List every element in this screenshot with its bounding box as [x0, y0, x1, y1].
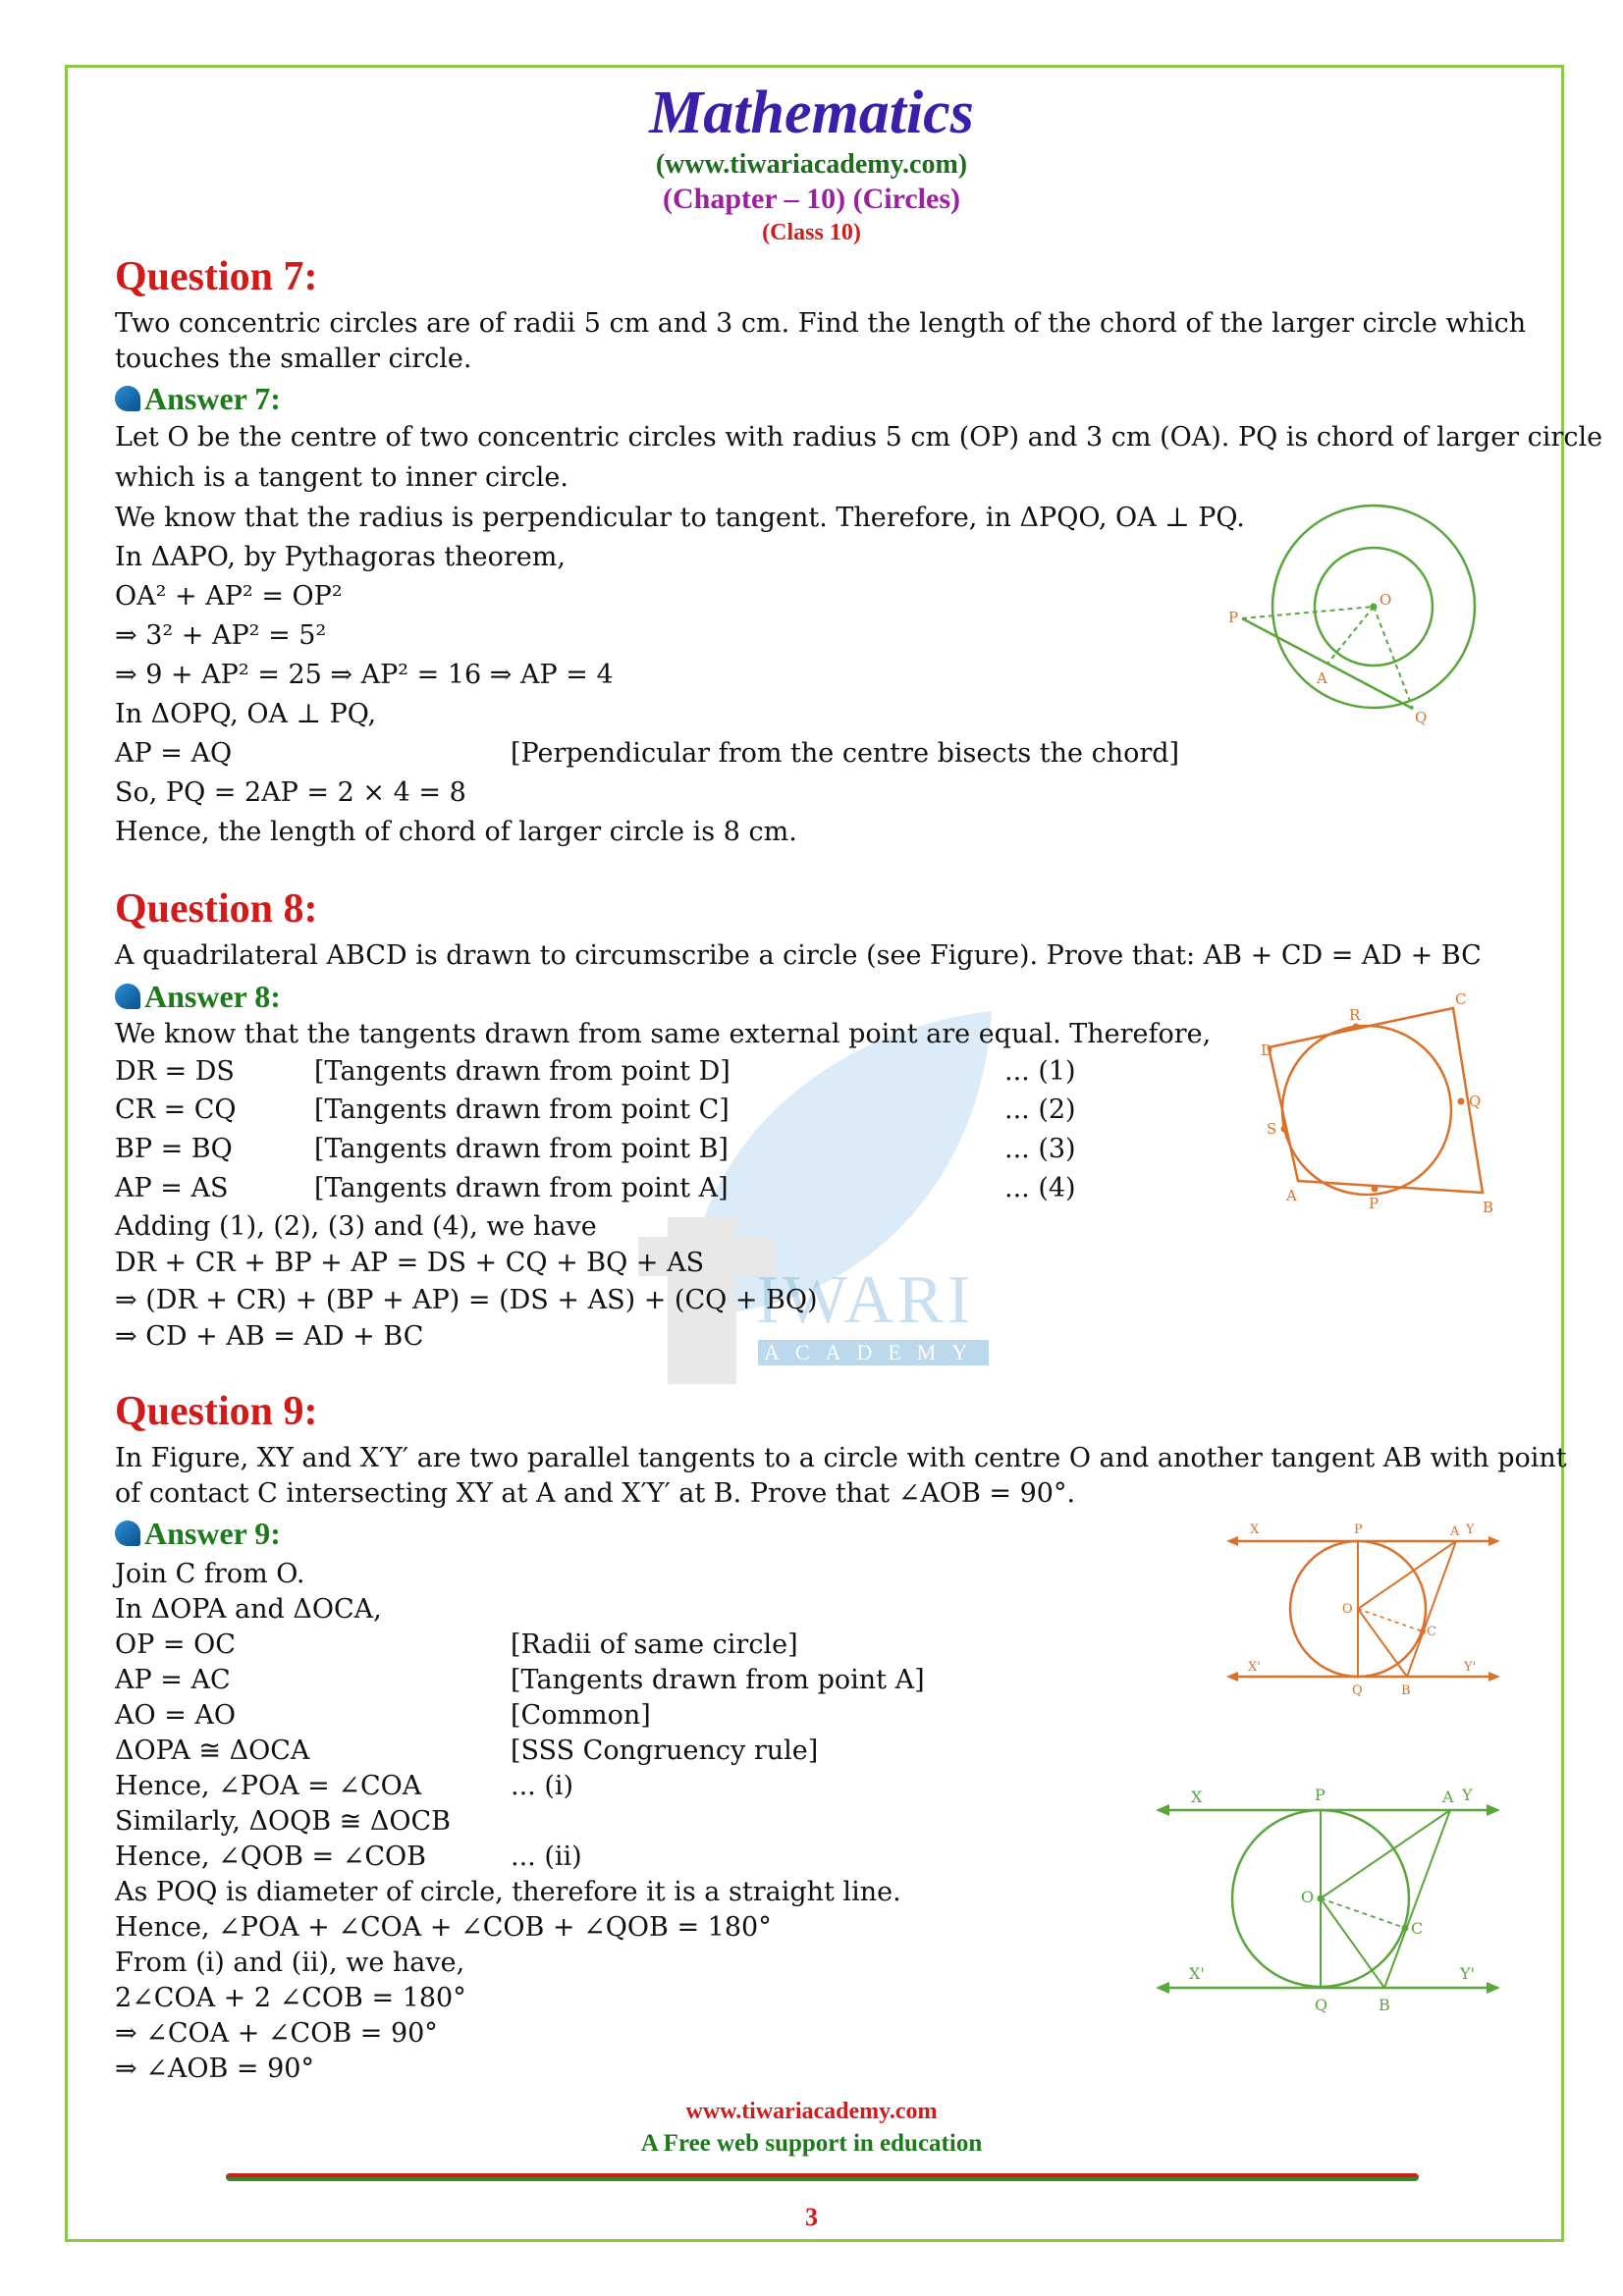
fig7-label-o: O — [1380, 591, 1392, 609]
answer-7-line: OA² + AP² = OP² — [115, 581, 343, 612]
answer-7-line: We know that the radius is perpendicular to tangent. Therefore, in ΔPQO, OA ⊥ PQ. — [115, 503, 1245, 533]
answer-8-reason: [Tangents drawn from point C] — [314, 1095, 730, 1125]
fig9s-label-a: A — [1450, 1524, 1460, 1539]
answer-9-line: In ΔOPA and ΔOCA, — [115, 1594, 382, 1625]
answer-8-heading: Answer 8: — [115, 979, 281, 1015]
answer-8-intro: We know that the tangents drawn from same external point are equal. Therefore, — [115, 1019, 1212, 1049]
fig8-label-d: D — [1261, 1041, 1273, 1059]
footer-tagline: A Free web support in education — [640, 2130, 983, 2157]
question-7-text: Two concentric circles are of radii 5 cm and 3 cm. Find the length of the chord of the larger circle which touches the smaller circle. — [115, 308, 1527, 374]
answer-8-eq: BP = BQ — [115, 1134, 233, 1164]
answer-9-reason: [SSS Congruency rule] — [511, 1735, 819, 1766]
fig8-label-q: Q — [1469, 1093, 1482, 1110]
answer-9-line: Hence, ∠QOB = ∠COB — [115, 1842, 426, 1872]
answer-7-heading: Answer 7: — [115, 381, 281, 417]
answer-9-ref: ... (i) — [511, 1771, 574, 1801]
fig9s-label-y: Y — [1466, 1522, 1475, 1537]
figure-parallel-tangents-large — [1154, 1777, 1502, 2022]
answer-7-line: ⇒ 9 + AP² = 25 ⇒ AP² = 16 ⇒ AP = 4 — [115, 660, 614, 690]
answer-9-line: ⇒ ∠AOB = 90° — [115, 2054, 314, 2084]
answer-9-line: AO = AO — [115, 1700, 237, 1731]
fig9l-label-a: A — [1442, 1788, 1454, 1806]
answer-8-reason: [Tangents drawn from point B] — [314, 1134, 729, 1164]
question-8-text: A quadrilateral ABCD is drawn to circumscribe a circle (see Figure). Prove that: AB + CD = AD + BC — [115, 940, 1482, 971]
header-chapter: (Chapter – 10) (Circles) — [663, 183, 960, 215]
fig9s-label-q: Q — [1352, 1683, 1363, 1698]
fig7-label-q: Q — [1415, 709, 1428, 726]
answer-8-num: ... (1) — [1004, 1056, 1076, 1087]
fig9s-label-x: X — [1250, 1522, 1260, 1537]
question-9-heading: Question 9: — [115, 1389, 318, 1434]
answer-8-line: ⇒ (DR + CR) + (BP + AP) = (DS + AS) + (CQ + BQ) — [115, 1285, 818, 1315]
fig9s-label-o: O — [1342, 1602, 1353, 1617]
answer-9-line: 2∠COA + 2 ∠COB = 180° — [115, 1983, 466, 2013]
answer-8-eq: CR = CQ — [115, 1095, 237, 1125]
header-website[interactable]: (www.tiwariacademy.com) — [655, 149, 968, 180]
answer-9-line: ⇒ ∠COA + ∠COB = 90° — [115, 2018, 438, 2049]
fig8-label-a: A — [1286, 1187, 1297, 1204]
answer-9-heading: Answer 9: — [115, 1516, 281, 1552]
answer-8-eq: AP = AS — [115, 1173, 229, 1203]
question-7-heading: Question 7: — [115, 254, 318, 299]
answer-7-line: So, PQ = 2AP = 2 × 4 = 8 — [115, 777, 466, 808]
fig9l-label-q: Q — [1315, 1996, 1328, 2014]
watermark-text: IWARI — [756, 1262, 975, 1338]
fig9s-label-p: P — [1354, 1522, 1363, 1537]
answer-9-line: OP = OC — [115, 1629, 236, 1660]
answer-9-line: Similarly, ΔOQB ≅ ΔOCB — [115, 1806, 452, 1837]
answer-9-line: Join C from O. — [115, 1559, 305, 1589]
answer-7-line: Let O be the centre of two concentric circles with radius 5 cm (OP) and 3 cm (OA). PQ is chord of larger circle — [115, 422, 1603, 453]
answer-8-num: ... (4) — [1004, 1173, 1076, 1203]
answer-logo-icon — [115, 984, 140, 1009]
answer-9-line: As POQ is diameter of circle, therefore it is a straight line. — [115, 1877, 901, 1907]
header-class: (Class 10) — [762, 220, 861, 245]
question-9-text: In Figure, XY and X′Y′ are two parallel tangents to a circle with centre O and another tangent AB with point of contact C intersecting XY at A and X′Y′ at B. Prove that ∠AOB = 90°. — [115, 1443, 1567, 1509]
answer-7-line: Hence, the length of chord of larger circle is 8 cm. — [115, 817, 797, 847]
answer-8-reason: [Tangents drawn from point D] — [314, 1056, 730, 1087]
answer-9-reason: [Tangents drawn from point A] — [511, 1665, 925, 1695]
fig9l-label-o: O — [1301, 1888, 1315, 1906]
answer-7-line: In ΔOPQ, OA ⊥ PQ, — [115, 699, 377, 729]
fig9s-label-c: C — [1427, 1625, 1436, 1639]
answer-9-line: Hence, ∠POA + ∠COA + ∠COB + ∠QOB = 180° — [115, 1912, 772, 1943]
fig8-label-r: R — [1349, 1006, 1361, 1024]
answer-8-line: DR + CR + BP + AP = DS + CQ + BQ + AS — [115, 1248, 705, 1278]
fig9l-label-x2: X' — [1189, 1964, 1205, 1983]
answer-7-line: AP = AQ — [115, 738, 233, 769]
answer-9-line: ΔOPA ≅ ΔOCA — [115, 1735, 310, 1766]
answer-9-line: AP = AC — [115, 1665, 231, 1695]
answer-logo-icon — [115, 386, 140, 411]
answer-8-num: ... (3) — [1004, 1134, 1076, 1164]
answer-9-line: Hence, ∠POA = ∠COA — [115, 1771, 422, 1801]
page-number: 3 — [805, 2203, 818, 2231]
answer-8-line: Adding (1), (2), (3) and (4), we have — [115, 1211, 597, 1242]
answer-logo-icon — [115, 1521, 140, 1546]
answer-9-reason: [Radii of same circle] — [511, 1629, 798, 1660]
answer-7-line: which is a tangent to inner circle. — [115, 462, 568, 493]
answer-9-line: From (i) and (ii), we have, — [115, 1948, 465, 1978]
fig9s-label-b: B — [1401, 1683, 1411, 1698]
page-title: Mathematics — [649, 80, 974, 146]
fig9s-label-x2: X' — [1248, 1660, 1261, 1675]
figure-concentric-circles — [1222, 501, 1497, 726]
answer-9-reason: [Common] — [511, 1700, 651, 1731]
question-8-heading: Question 8: — [115, 886, 318, 932]
answer-8-eq: DR = DS — [115, 1056, 235, 1087]
fig8-label-p: P — [1369, 1195, 1380, 1212]
answer-8-reason: [Tangents drawn from point A] — [314, 1173, 729, 1203]
answer-7-line: In ΔAPO, by Pythagoras theorem, — [115, 542, 566, 572]
fig9l-label-x: X — [1191, 1788, 1203, 1806]
footer-rule — [226, 2173, 1419, 2181]
fig8-label-s: S — [1267, 1120, 1277, 1138]
fig8-label-b: B — [1483, 1199, 1494, 1216]
fig9l-label-p: P — [1315, 1786, 1325, 1804]
fig9l-label-c: C — [1411, 1919, 1424, 1938]
fig9l-label-b: B — [1379, 1996, 1390, 2014]
figure-parallel-tangents-small — [1222, 1512, 1502, 1708]
answer-7-line: ⇒ 3² + AP² = 5² — [115, 620, 327, 651]
answer-8-num: ... (2) — [1004, 1095, 1076, 1125]
answer-9-ref: ... (ii) — [511, 1842, 582, 1872]
fig7-label-a: A — [1317, 669, 1327, 687]
fig8-label-c: C — [1455, 990, 1467, 1008]
figure-circumscribed-quadrilateral — [1247, 987, 1502, 1222]
footer-website[interactable]: www.tiwariacademy.com — [685, 2099, 938, 2124]
answer-8-line: ⇒ CD + AB = AD + BC — [115, 1321, 424, 1352]
fig9l-label-y2: Y' — [1460, 1964, 1475, 1983]
watermark-subtext: ACADEMY — [758, 1340, 989, 1365]
fig7-label-p: P — [1228, 609, 1239, 626]
answer-7-reason: [Perpendicular from the centre bisects the chord] — [511, 738, 1180, 769]
fig9s-label-y2: Y' — [1464, 1660, 1477, 1675]
fig9l-label-y: Y — [1462, 1786, 1473, 1804]
